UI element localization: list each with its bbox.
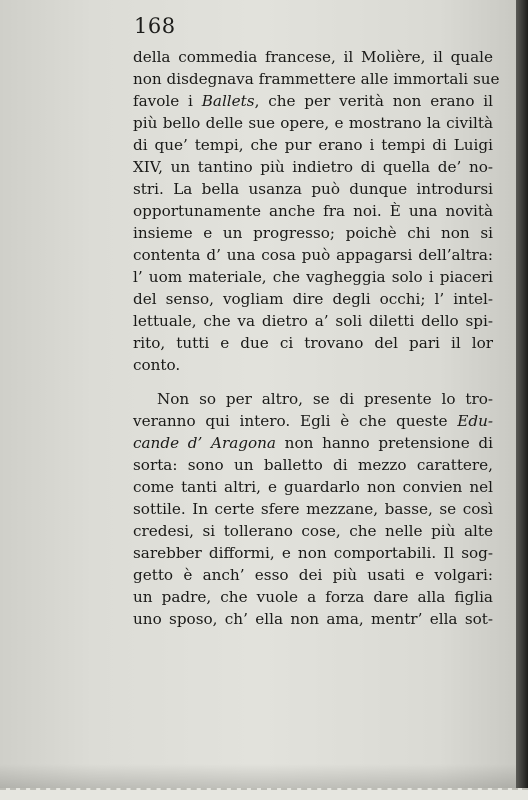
text-line: sarebber difformi, e non comportabili. Il sog- bbox=[133, 544, 493, 562]
text-line: rito, tutti e due ci trovano del pari il lor bbox=[133, 334, 493, 352]
text-line: insieme e un progresso; poichè chi non si bbox=[133, 224, 493, 242]
text-line: del senso, vogliam dire degli occhi; l’ intel- bbox=[133, 290, 493, 308]
text-line: non disdegnava frammettere alle immortali sue bbox=[133, 70, 500, 88]
book-edge-shadow bbox=[516, 0, 528, 800]
text-line: come tanti altri, e guardarlo non convien nel bbox=[133, 478, 493, 496]
text-line: opportunamente anche fra noi. È una novità bbox=[133, 202, 493, 220]
italic-title: Edu- bbox=[457, 412, 493, 430]
text-line: sottile. In certe sfere mezzane, basse, se così bbox=[133, 500, 493, 518]
body-text bbox=[133, 46, 500, 630]
paragraph-start: Non so per altro, se di presente lo tro- bbox=[157, 390, 493, 408]
text-line: conto. bbox=[133, 356, 181, 374]
text-line: l’ uom materiale, che vagheggia solo i piaceri bbox=[133, 268, 493, 286]
text-line: di que’ tempi, che pur erano i tempi di Luigi bbox=[133, 136, 493, 154]
page-number: 168 bbox=[134, 14, 176, 38]
text-line: veranno qui intero. Egli è che queste Edu- bbox=[133, 412, 493, 430]
italic-title: Ballets bbox=[201, 92, 255, 110]
text-line: lettuale, che va dietro a’ soli diletti dello spi- bbox=[133, 312, 493, 330]
text-line: favole i Ballets, che per verità non erano il bbox=[133, 92, 493, 110]
text-line: stri. La bella usanza può dunque introdursi bbox=[133, 180, 493, 198]
text-line: sorta: sono un balletto di mezzo carattere, bbox=[133, 456, 493, 474]
italic-title: cande d’ Aragona bbox=[133, 434, 276, 452]
text-line: contenta d’ una cosa può appagarsi dell’altra: bbox=[133, 246, 493, 264]
text-line: un padre, che vuole a forza dare alla figlia bbox=[133, 588, 493, 606]
text-line: XIV, un tantino più indietro di quella de’ no- bbox=[133, 158, 493, 176]
text-line: della commedia francese, il Molière, il quale bbox=[133, 48, 493, 66]
text-line: più bello delle sue opere, e mostrano la civiltà bbox=[133, 114, 493, 132]
text-line: cande d’ Aragona non hanno pretensione di bbox=[133, 434, 493, 452]
page-bottom-edge bbox=[0, 788, 528, 800]
text-line: getto è anch’ esso dei più usati e volgari: bbox=[133, 566, 493, 584]
text-line: uno sposo, ch’ ella non ama, mentr’ ella sot- bbox=[133, 610, 493, 628]
text-line: credesi, si tollerano cose, che nelle più alte bbox=[133, 522, 493, 540]
